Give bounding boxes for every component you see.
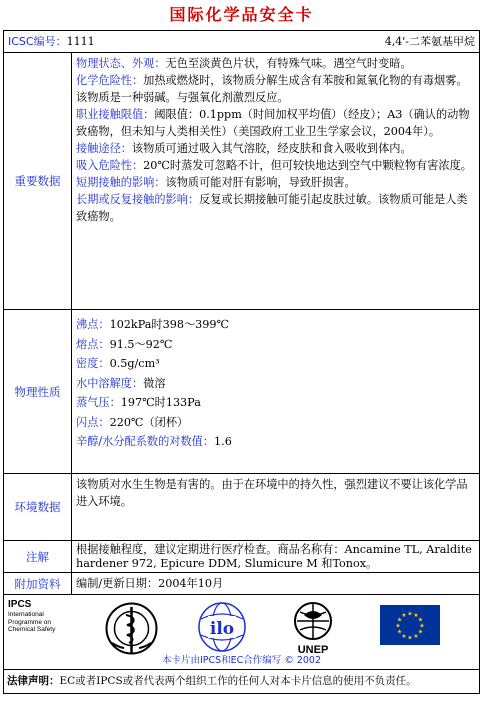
eu-star-icon: ★ — [419, 622, 425, 630]
safety-card — [3, 30, 480, 694]
eu-star-icon: ★ — [407, 610, 413, 618]
property-value: 20℃时蒸发可忽略不计，但可较快地达到空气中颗粒物有害浓度。 — [143, 159, 472, 172]
eu-star-icon: ★ — [407, 634, 413, 642]
id-row — [4, 31, 479, 53]
property-item — [76, 335, 475, 355]
property-value: 197℃时133Pa — [120, 396, 201, 409]
eu-star-icon: ★ — [413, 632, 419, 640]
property-key: 密度： — [76, 357, 110, 370]
property-key: 闪点： — [76, 415, 110, 429]
property-key: 短期接触的影响： — [76, 176, 166, 189]
additional-info-section — [4, 573, 479, 595]
property-key: 化学危险性： — [76, 74, 144, 87]
environment-text: 该物质对水生生物是有害的。由于在环境中的持久性，强烈建议不要让该化学品进入环境。 — [76, 478, 468, 508]
legal-label: 法律声明： — [7, 675, 60, 687]
card-title: 国际化学品安全卡 — [169, 5, 314, 24]
property-item — [76, 140, 475, 157]
property-item — [76, 393, 475, 413]
icsc-id — [8, 31, 95, 52]
property-key: 蒸气压： — [76, 396, 121, 409]
property-value: 该物质可通过吸入其气溶胶，经皮肤和食入吸收到体内。 — [131, 142, 412, 155]
physical-properties-content — [72, 310, 479, 473]
legal-statement — [4, 670, 479, 693]
property-key: 物理状态、外观： — [76, 57, 166, 70]
property-value: 阈限值：0.1ppm（时间加权平均值）（经皮）；A3（确认的动物致癌物，但未知与人类相关性）（美国政府工业卫生学家会议，2004年）。 — [76, 108, 470, 138]
ipcs-line: Chemical Safety — [8, 626, 56, 633]
ipcs-logo — [8, 599, 55, 634]
eu-star-icon: ★ — [413, 612, 419, 620]
property-value: 91.5～92℃ — [109, 337, 173, 351]
additional-info-label: 附加资料 — [4, 573, 72, 594]
eu-star-icon: ★ — [396, 628, 403, 636]
property-item — [76, 72, 475, 106]
property-value: 102kPa时398～399℃ — [109, 318, 230, 331]
property-item — [76, 191, 475, 225]
property-value: 无色至淡黄色片状，有特殊气味。遇空气时变暗。 — [165, 57, 412, 70]
property-value: 反复或长期接触可能引起皮肤过敏。该物质可能是人类致癌物。 — [76, 193, 468, 223]
eu-star-icon: ★ — [396, 616, 403, 624]
cooperation-caption: 本卡片由IPCS和EC合作编写 © 2002 — [161, 655, 322, 666]
notes-text: 根据接触程度，建议定期进行医疗检查。商品名称有：Ancamine TL, Araldite hardener 972, Epicure DDM, Slumicure M 和Tonox。 — [76, 543, 472, 570]
physical-properties-section — [4, 310, 479, 474]
unep-emblem-icon — [291, 601, 335, 641]
property-value: 1.6 — [214, 435, 232, 448]
property-value: 加热或燃烧时，该物质分解生成含有苯胺和氮氧化物的有毒烟雾。该物质是一种弱碱。与强氧化剂激烈反应。 — [76, 74, 468, 104]
physical-properties-label: 物理性质 — [4, 310, 72, 473]
property-item — [76, 315, 475, 335]
eu-star-icon: ★ — [401, 612, 407, 620]
property-key: 接触途径： — [76, 142, 132, 155]
eu-star-icon: ★ — [401, 632, 407, 640]
unep-label: UNEP — [297, 644, 329, 656]
property-item — [76, 174, 475, 191]
important-data-content — [72, 53, 479, 309]
additional-info-text: 编制/更新日期：2004年10月 — [76, 577, 224, 590]
who-emblem-icon — [104, 601, 159, 656]
property-key: 吸入危险性： — [76, 159, 144, 172]
property-value: 微溶 — [143, 376, 166, 390]
property-item — [76, 432, 475, 452]
eu-star-icon: ★ — [395, 622, 401, 630]
property-item — [76, 354, 475, 374]
important-data-section — [4, 53, 479, 310]
property-value: 0.5g/cm³ — [109, 357, 160, 370]
property-key: 辛醇/水分配系数的对数值： — [76, 435, 215, 448]
legal-text: EC或者IPCS或者代表两个组织工作的任何人对本卡片信息的使用不负责任。 — [59, 675, 417, 687]
property-value: 220℃（闭杯） — [109, 415, 189, 429]
notes-label: 注解 — [4, 541, 72, 572]
eu-star-icon: ★ — [417, 628, 424, 636]
logo-bar — [4, 595, 479, 670]
environment-section — [4, 474, 479, 541]
ipcs-line: International — [8, 611, 44, 618]
icsc-id-value: 1111 — [66, 35, 95, 48]
property-value: 该物质可能对肝有影响，导致肝损害。 — [165, 176, 356, 189]
property-item — [76, 55, 475, 72]
property-item — [76, 374, 475, 394]
icsc-id-label: ICSC编号： — [8, 35, 67, 48]
property-item — [76, 106, 475, 140]
chemical-name: 4,4'-二苯氨基甲烷 — [384, 35, 475, 48]
ilo-emblem-icon — [196, 601, 248, 656]
property-key: 水中溶解度： — [76, 376, 144, 390]
property-item — [76, 157, 475, 174]
property-key: 长期或反复接触的影响： — [76, 193, 200, 206]
environment-label: 环境数据 — [4, 474, 72, 540]
eu-flag-icon — [380, 605, 440, 645]
property-item — [76, 413, 475, 433]
notes-section — [4, 541, 479, 573]
ipcs-line: Programme on — [8, 618, 51, 626]
important-data-label: 重要数据 — [4, 53, 72, 309]
property-key: 职业接触限值： — [76, 108, 155, 121]
svg-text:ilo: ilo — [209, 619, 235, 639]
unep-logo — [290, 601, 336, 656]
eu-star-icon: ★ — [417, 616, 424, 624]
property-key: 熔点： — [76, 337, 110, 351]
ipcs-title: IPCS — [8, 599, 32, 610]
property-key: 沸点： — [76, 318, 110, 331]
